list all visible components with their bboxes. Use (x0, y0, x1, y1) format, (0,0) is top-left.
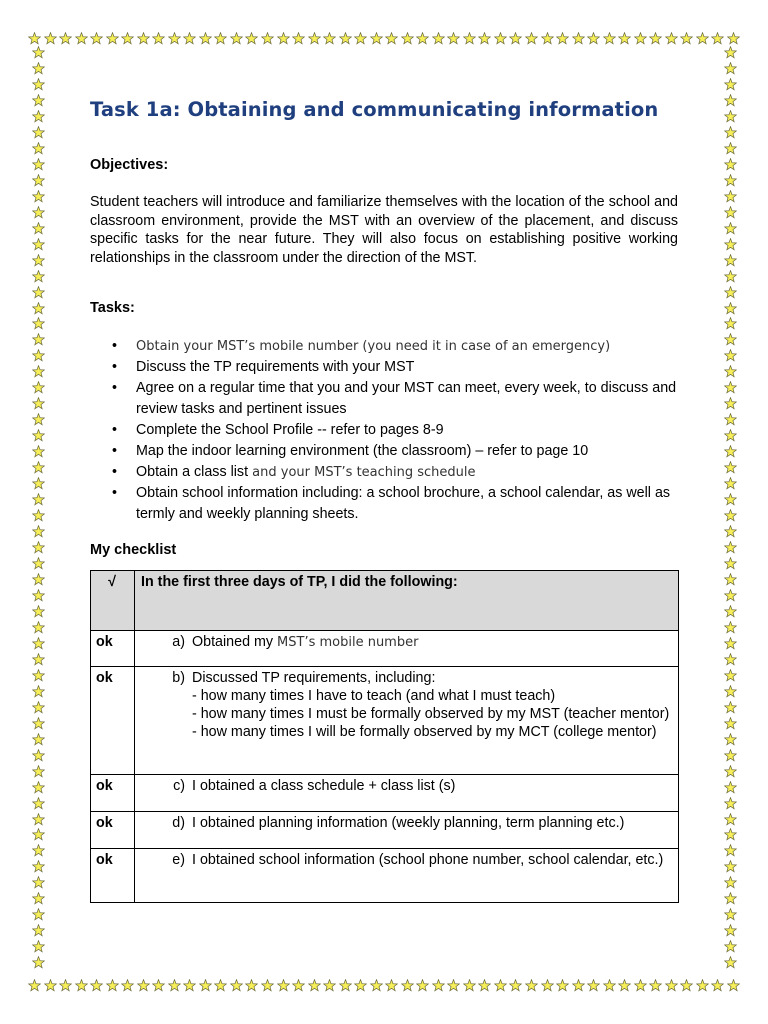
star-icon (478, 979, 491, 992)
star-icon (32, 46, 45, 59)
star-icon (618, 32, 631, 45)
star-icon (323, 979, 336, 992)
list-item: • Obtain school information including: a school brochure, a school calendar, as well as termly and weekly planning sheets. (90, 483, 680, 525)
star-icon (724, 669, 737, 682)
star-icon (432, 979, 445, 992)
star-icon (416, 32, 429, 45)
list-item: • Obtain your MST’s mobile number (you need it in case of an emergency) (90, 336, 680, 357)
star-icon (32, 397, 45, 410)
star-icon (32, 222, 45, 235)
star-icon (724, 733, 737, 746)
star-icon (724, 461, 737, 474)
task-cell: d) I obtained planning information (weekly planning, term planning etc.) (135, 812, 679, 849)
star-icon (261, 32, 274, 45)
status-cell: ok (91, 812, 135, 849)
star-icon (724, 110, 737, 123)
star-icon (183, 979, 196, 992)
star-icon (308, 979, 321, 992)
list-item: • Agree on a regular time that you and your MST can meet, every week, to discuss and review tasks and pertinent issues (90, 378, 680, 420)
star-icon (32, 781, 45, 794)
star-icon (724, 749, 737, 762)
star-icon (137, 979, 150, 992)
star-icon (385, 979, 398, 992)
star-icon (724, 349, 737, 362)
checklist-heading: My checklist (90, 542, 177, 558)
list-item: • Map the indoor learning environment (the classroom) – refer to page 10 (90, 441, 680, 462)
star-icon (75, 32, 88, 45)
star-icon (261, 979, 274, 992)
star-icon (724, 62, 737, 75)
star-icon (354, 32, 367, 45)
task-cell: c) I obtained a class schedule + class list (s) (135, 775, 679, 812)
star-icon (32, 445, 45, 458)
item-label: a) (172, 634, 185, 650)
star-icon (152, 32, 165, 45)
star-icon (32, 461, 45, 474)
star-icon (634, 979, 647, 992)
star-icon (724, 589, 737, 602)
star-icon (509, 32, 522, 45)
star-icon (323, 32, 336, 45)
star-icon (401, 979, 414, 992)
star-icon (494, 32, 507, 45)
star-border-top (28, 28, 740, 48)
star-icon (680, 979, 693, 992)
star-icon (32, 908, 45, 921)
star-icon (90, 979, 103, 992)
star-icon (32, 509, 45, 522)
star-icon (724, 174, 737, 187)
star-icon (463, 32, 476, 45)
star-icon (724, 270, 737, 283)
star-icon (541, 32, 554, 45)
star-border-right (720, 46, 740, 970)
star-icon (121, 979, 134, 992)
star-icon (494, 979, 507, 992)
star-icon (724, 333, 737, 346)
star-icon (727, 979, 740, 992)
star-icon (724, 924, 737, 937)
star-icon (90, 32, 103, 45)
star-icon (724, 365, 737, 378)
star-icon (649, 979, 662, 992)
star-icon (32, 381, 45, 394)
star-icon (230, 32, 243, 45)
star-icon (168, 979, 181, 992)
star-icon (724, 956, 737, 969)
star-icon (292, 32, 305, 45)
star-icon (44, 32, 57, 45)
star-icon (183, 32, 196, 45)
star-icon (724, 222, 737, 235)
star-icon (724, 685, 737, 698)
star-icon (724, 429, 737, 442)
star-icon (32, 813, 45, 826)
star-icon (32, 844, 45, 857)
star-icon (724, 46, 737, 59)
item-label: d) (172, 815, 185, 831)
star-icon (32, 956, 45, 969)
star-icon (724, 908, 737, 921)
star-icon (724, 844, 737, 857)
star-icon (680, 32, 693, 45)
star-icon (572, 32, 585, 45)
star-icon (603, 32, 616, 45)
star-icon (32, 717, 45, 730)
star-icon (32, 525, 45, 538)
star-icon (32, 669, 45, 682)
star-icon (370, 32, 383, 45)
star-icon (724, 860, 737, 873)
status-cell: ok (91, 775, 135, 812)
star-icon (525, 32, 538, 45)
star-icon (152, 979, 165, 992)
star-icon (32, 429, 45, 442)
table-header-row (91, 571, 679, 631)
star-icon (32, 621, 45, 634)
star-icon (724, 126, 737, 139)
star-icon (447, 979, 460, 992)
star-icon (32, 828, 45, 841)
star-icon (665, 32, 678, 45)
objectives-heading: Objectives: (90, 157, 169, 173)
star-icon (32, 749, 45, 762)
tasks-heading: Tasks: (90, 300, 135, 316)
star-icon (724, 413, 737, 426)
star-icon (32, 158, 45, 171)
star-icon (28, 32, 41, 45)
objectives-text: Student teachers will introduce and familiarize themselves with the location of the school and classroom environment, provide the MST with an overview of the placement, and discuss specific tasks for the near future. They will also focus on establishing positive working relationships in the classroom under the direction of the MST. (90, 194, 678, 266)
star-icon (696, 979, 709, 992)
star-icon (724, 573, 737, 586)
star-icon (724, 78, 737, 91)
star-icon (32, 493, 45, 506)
star-icon (724, 142, 737, 155)
star-icon (32, 765, 45, 778)
star-icon (724, 302, 737, 315)
star-icon (618, 979, 631, 992)
star-icon (214, 979, 227, 992)
star-icon (724, 397, 737, 410)
star-icon (724, 892, 737, 905)
star-icon (32, 349, 45, 362)
star-icon (432, 32, 445, 45)
star-icon (339, 979, 352, 992)
task-cell: e) I obtained school information (school phone number, school calendar, etc.) (135, 849, 679, 903)
star-icon (724, 653, 737, 666)
star-icon (724, 781, 737, 794)
star-icon (724, 637, 737, 650)
star-icon (711, 32, 724, 45)
star-icon (32, 142, 45, 155)
task-list (90, 336, 680, 525)
star-icon (32, 317, 45, 330)
star-icon (724, 190, 737, 203)
table-row (91, 849, 679, 903)
star-icon (32, 685, 45, 698)
star-icon (32, 333, 45, 346)
star-icon (724, 254, 737, 267)
star-icon (447, 32, 460, 45)
star-icon (32, 876, 45, 889)
list-item: • Complete the School Profile -- refer to pages 8-9 (90, 420, 680, 441)
star-icon (724, 621, 737, 634)
task-cell: a) Obtained my MST’s mobile number (135, 631, 679, 667)
star-icon (32, 286, 45, 299)
star-icon (354, 979, 367, 992)
star-icon (32, 589, 45, 602)
star-icon (32, 477, 45, 490)
star-icon (245, 979, 258, 992)
status-cell: ok (91, 631, 135, 667)
star-icon (214, 32, 227, 45)
star-icon (339, 32, 352, 45)
task-cell: b) Discussed TP requirements, including: - how many times I have to teach (and what I must teach) - how many times I must be formally observed by my MST (teacher mentor) - how many times I will be formally observed by my MCT (college mentor) (135, 667, 679, 775)
star-icon (724, 765, 737, 778)
star-icon (587, 979, 600, 992)
star-icon (572, 979, 585, 992)
star-icon (401, 32, 414, 45)
star-icon (724, 158, 737, 171)
star-icon (416, 979, 429, 992)
task-column-header: In the first three days of TP, I did the following: (135, 571, 679, 631)
star-icon (724, 286, 737, 299)
list-item: • Obtain a class list and your MST’s teaching schedule (90, 462, 680, 483)
star-icon (277, 32, 290, 45)
star-icon (28, 979, 41, 992)
star-icon (32, 413, 45, 426)
item-label: b) (172, 670, 185, 686)
star-icon (292, 979, 305, 992)
star-icon (385, 32, 398, 45)
star-icon (199, 979, 212, 992)
star-icon (168, 32, 181, 45)
star-icon (277, 979, 290, 992)
star-icon (370, 979, 383, 992)
star-icon (665, 979, 678, 992)
star-icon (724, 94, 737, 107)
star-icon (724, 477, 737, 490)
star-icon (245, 32, 258, 45)
star-icon (32, 860, 45, 873)
star-icon (32, 733, 45, 746)
star-icon (724, 605, 737, 618)
star-icon (724, 381, 737, 394)
star-icon (199, 32, 212, 45)
check-column-header: √ (91, 571, 135, 631)
star-icon (525, 979, 538, 992)
table-row (91, 667, 679, 775)
star-border-bottom (28, 975, 740, 995)
star-icon (32, 573, 45, 586)
star-icon (478, 32, 491, 45)
star-icon (32, 270, 45, 283)
star-icon (32, 701, 45, 714)
star-icon (724, 445, 737, 458)
star-icon (541, 979, 554, 992)
star-icon (75, 979, 88, 992)
status-cell: ok (91, 849, 135, 903)
star-icon (587, 32, 600, 45)
star-icon (32, 94, 45, 107)
star-icon (634, 32, 647, 45)
star-icon (32, 924, 45, 937)
star-icon (32, 62, 45, 75)
star-icon (32, 940, 45, 953)
star-icon (603, 979, 616, 992)
star-icon (711, 979, 724, 992)
list-item: • Discuss the TP requirements with your MST (90, 357, 680, 378)
star-icon (724, 797, 737, 810)
star-icon (32, 110, 45, 123)
star-icon (32, 541, 45, 554)
star-icon (724, 701, 737, 714)
star-icon (230, 979, 243, 992)
star-icon (32, 126, 45, 139)
star-icon (32, 653, 45, 666)
table-row (91, 775, 679, 812)
star-icon (32, 302, 45, 315)
star-icon (724, 509, 737, 522)
star-icon (32, 797, 45, 810)
star-icon (724, 876, 737, 889)
star-icon (509, 979, 522, 992)
star-icon (724, 940, 737, 953)
star-icon (106, 32, 119, 45)
star-icon (32, 605, 45, 618)
star-icon (32, 206, 45, 219)
star-icon (556, 32, 569, 45)
star-icon (727, 32, 740, 45)
star-icon (32, 637, 45, 650)
star-icon (724, 813, 737, 826)
page-title: Task 1a: Obtaining and communicating information (90, 98, 659, 121)
star-icon (59, 32, 72, 45)
star-icon (32, 238, 45, 251)
star-icon (724, 557, 737, 570)
item-label: e) (172, 852, 185, 868)
star-icon (121, 32, 134, 45)
star-icon (724, 828, 737, 841)
star-icon (59, 979, 72, 992)
star-icon (32, 892, 45, 905)
star-icon (724, 717, 737, 730)
star-icon (696, 32, 709, 45)
star-icon (308, 32, 321, 45)
star-icon (32, 254, 45, 267)
star-icon (32, 190, 45, 203)
item-label: c) (173, 778, 185, 794)
star-icon (463, 979, 476, 992)
star-icon (649, 32, 662, 45)
star-icon (724, 525, 737, 538)
star-border-left (28, 46, 48, 970)
star-icon (724, 206, 737, 219)
star-icon (32, 78, 45, 91)
star-icon (724, 493, 737, 506)
star-icon (32, 557, 45, 570)
star-icon (724, 541, 737, 554)
star-icon (32, 365, 45, 378)
status-cell: ok (91, 667, 135, 775)
star-icon (32, 174, 45, 187)
star-icon (137, 32, 150, 45)
star-icon (556, 979, 569, 992)
table-row (91, 631, 679, 667)
star-icon (724, 238, 737, 251)
star-icon (106, 979, 119, 992)
checklist-table (90, 570, 679, 903)
star-icon (724, 317, 737, 330)
star-icon (44, 979, 57, 992)
table-row (91, 812, 679, 849)
